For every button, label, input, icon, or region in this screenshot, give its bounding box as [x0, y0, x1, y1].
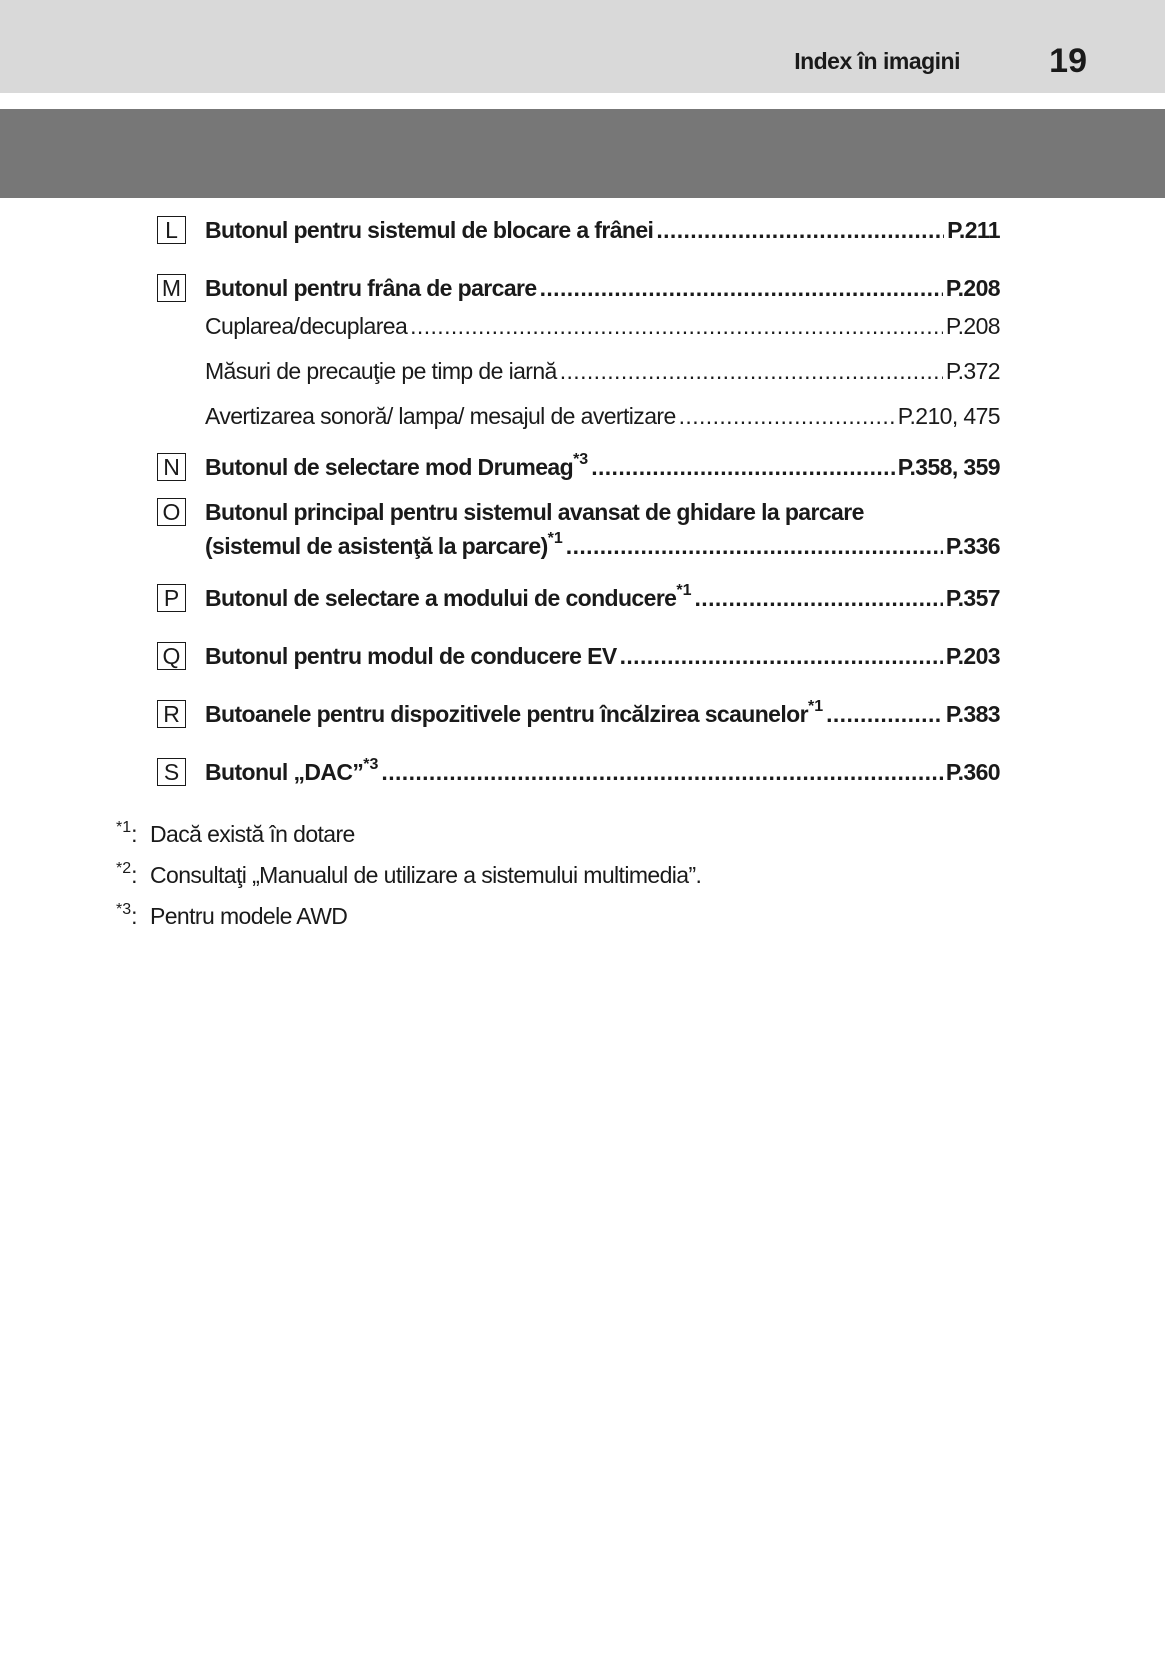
index-entry-m — [157, 274, 1000, 302]
page-reference-link[interactable]: P.210, 475 — [897, 403, 1000, 429]
entry-letter-box: L — [157, 216, 186, 244]
leader-dots — [679, 402, 895, 430]
page-reference-link[interactable]: P.360 — [945, 759, 1000, 785]
entry-label: Butonul „DAC”$^{*3}$ — [205, 756, 379, 785]
footnote-reference: *1 — [676, 582, 692, 600]
page-reference-link[interactable]: P.357 — [945, 585, 1000, 611]
footnote-text: Pentru modele AWD — [150, 903, 348, 929]
leader-dots — [566, 532, 943, 560]
sub-entry — [157, 312, 1000, 340]
index-entry-s — [157, 758, 1000, 786]
page-reference-link[interactable]: P.358, 359 — [897, 454, 1000, 480]
page-reference-link[interactable]: P.208 — [945, 313, 1000, 339]
index-entries — [157, 216, 1000, 786]
page-reference-link[interactable]: P.383 — [945, 701, 1000, 727]
sub-entry — [157, 402, 1000, 430]
page-reference-link[interactable]: P.211 — [947, 217, 1000, 243]
entry-label: Butonul de selectare mod Drumeag$^{*3}$ — [205, 451, 589, 480]
leader-dots — [620, 642, 943, 670]
page-reference-link[interactable]: P.372 — [945, 358, 1000, 384]
leader-dots — [826, 700, 943, 728]
image-area-bar — [0, 109, 1165, 198]
index-entry-r — [157, 700, 1000, 728]
header-band — [0, 0, 1165, 93]
page-number: 19 — [1049, 42, 1087, 80]
entry-letter-box: N — [157, 453, 186, 481]
entry-label: Butonul pentru modul de conducere EV — [205, 643, 617, 669]
footnote-mark: *1 — [116, 819, 132, 837]
entry-label: (sistemul de asistenţă la parcare)$^{*1}$ — [205, 530, 563, 559]
entry-label: Butonul pentru sistemul de blocare a frânei — [205, 217, 654, 243]
entry-letter-box: P — [157, 584, 186, 612]
entry-letter-box: O — [157, 498, 186, 526]
footnote-mark: *2 — [116, 860, 132, 878]
footnote-reference: *1 — [807, 698, 824, 716]
footnote: $^{*2}$: Consultaţi „Manualul de utilizare a sistemului multimedia”. — [116, 860, 702, 888]
page-reference-link[interactable]: P.336 — [945, 533, 1000, 559]
leader-dots — [381, 758, 942, 786]
sub-entry — [157, 357, 1000, 385]
footnote: $^{*3}$: Pentru modele AWD — [116, 901, 348, 929]
leader-dots — [560, 357, 943, 385]
footnote-text: Consultaţi „Manualul de utilizare a sistemului multimedia”. — [150, 862, 702, 888]
index-entry-l — [157, 216, 1000, 244]
footnote-text: Dacă există în dotare — [150, 821, 355, 847]
index-entry-p — [157, 584, 1000, 612]
entry-label: Butonul pentru frâna de parcare — [205, 275, 537, 301]
leader-dots — [656, 216, 944, 244]
leader-dots — [695, 584, 943, 612]
index-entry-n — [157, 453, 1000, 481]
sub-entry-label: Măsuri de precauţie pe timp de iarnă — [205, 358, 557, 384]
footnotes — [116, 820, 701, 943]
index-entry-o — [157, 498, 1000, 560]
entry-label: Butoanele pentru dispozitivele pentru încălzirea scaunelor$^{*1}$ — [205, 698, 824, 727]
footnote-reference: *1 — [547, 530, 563, 548]
footnote-reference: *3 — [363, 756, 379, 774]
leader-dots — [540, 274, 943, 302]
sub-entry-label: Cuplarea/decuplarea — [205, 313, 408, 339]
footnote-mark: *3 — [116, 901, 132, 919]
entry-letter-box: Q — [157, 642, 186, 670]
footnote-reference: *3 — [573, 451, 589, 469]
page-reference-link[interactable]: P.208 — [945, 275, 1000, 301]
index-entry-q — [157, 642, 1000, 670]
entry-letter-box: M — [157, 274, 186, 302]
page-reference-link[interactable]: P.203 — [945, 643, 1000, 669]
leader-dots — [591, 453, 895, 481]
sub-entry-label: Avertizarea sonoră/ lampa/ mesajul de avertizare — [205, 403, 676, 429]
footnote: $^{*1}$: Dacă există în dotare — [116, 819, 355, 847]
entry-letter-box: S — [157, 758, 186, 786]
entry-label-line1: Butonul principal pentru sistemul avansat de ghidare la parcare — [205, 499, 864, 525]
entry-label: Butonul de selectare a modului de conducere$^{*1}$ — [205, 582, 692, 611]
leader-dots — [410, 312, 943, 340]
entry-letter-box: R — [157, 700, 186, 728]
section-title: Index în imagini — [794, 48, 960, 74]
